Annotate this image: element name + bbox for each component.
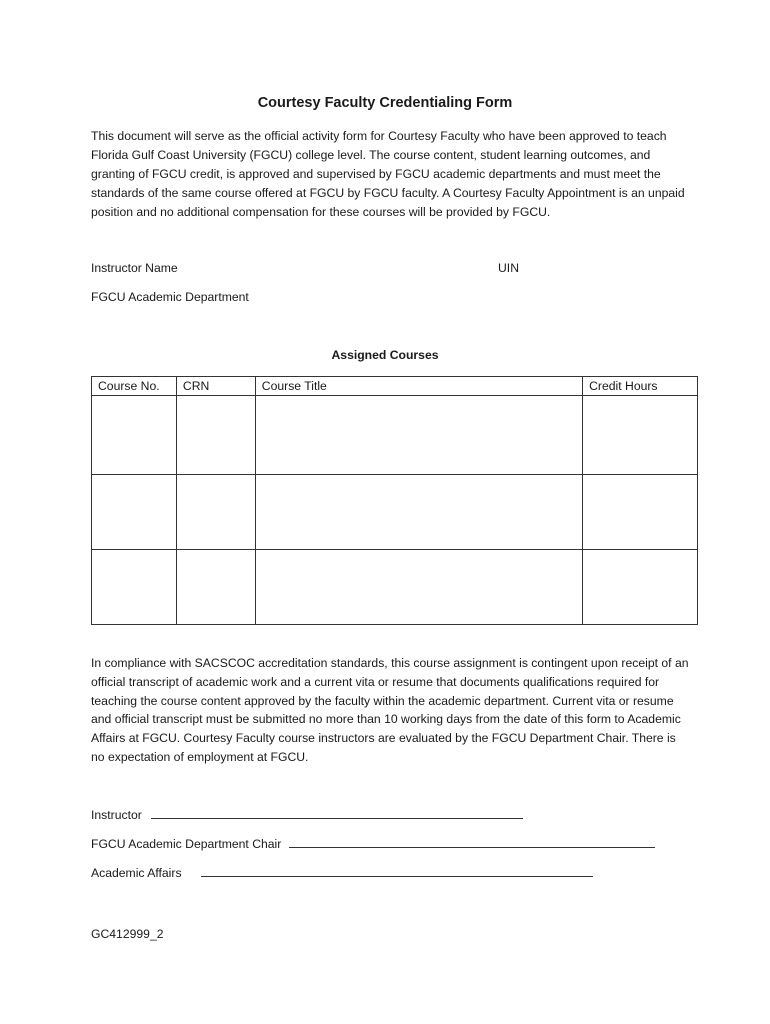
table-row (92, 475, 698, 550)
column-header-crn: CRN (176, 377, 255, 396)
academic-affairs-signature-row (91, 864, 593, 880)
table-header-row (92, 377, 698, 396)
instructor-name-label: Instructor Name (91, 261, 178, 275)
column-header-credit-hours: Credit Hours (583, 377, 698, 396)
course-no-cell[interactable] (92, 550, 177, 625)
course-no-cell[interactable] (92, 396, 177, 475)
instructor-signature-line[interactable] (151, 806, 523, 819)
table-row (92, 396, 698, 475)
instructor-signature-row (91, 806, 523, 822)
crn-cell[interactable] (176, 475, 255, 550)
course-title-cell[interactable] (255, 475, 582, 550)
chair-signature-label: FGCU Academic Department Chair (91, 837, 282, 851)
instructor-signature-label: Instructor (91, 808, 142, 822)
course-no-cell[interactable] (92, 475, 177, 550)
table-row (92, 550, 698, 625)
column-header-course-title: Course Title (255, 377, 582, 396)
credit-hours-cell[interactable] (583, 475, 698, 550)
assigned-courses-table (91, 376, 698, 625)
credit-hours-cell[interactable] (583, 396, 698, 475)
crn-cell[interactable] (176, 550, 255, 625)
credit-hours-cell[interactable] (583, 550, 698, 625)
academic-affairs-signature-line[interactable] (201, 864, 593, 877)
chair-signature-line[interactable] (289, 835, 655, 848)
form-code: GC412999_2 (91, 927, 164, 941)
column-header-course-no: Course No. (92, 377, 177, 396)
course-title-cell[interactable] (255, 550, 582, 625)
department-label: FGCU Academic Department (91, 290, 249, 304)
uin-label: UIN (498, 261, 519, 275)
crn-cell[interactable] (176, 396, 255, 475)
course-title-cell[interactable] (255, 396, 582, 475)
assigned-courses-heading: Assigned Courses (331, 348, 439, 362)
compliance-paragraph: In compliance with SACSCOC accreditation standards, this course assignment is contingent upon receipt of an official transcript of academic work and a current vita or resume that documents qualifications required for teaching the course content approved by the faculty within the academic department. Current vita or resume and official transcript must be submitted no more than 10 working days from the date of this form to Academic Affairs at FGCU. Courtesy Faculty course instructors are evaluated by the FGCU Department Chair. There is no expectation of employment at FGCU. (91, 656, 689, 764)
academic-affairs-signature-label: Academic Affairs (91, 866, 182, 880)
intro-paragraph: This document will serve as the official activity form for Courtesy Faculty who have been approved to teach Florida Gulf Coast University (FGCU) college level. The course content, student learning outcomes, and granting of FGCU credit, is approved and supervised by FGCU academic departments and must meet the standards of the same course offered at FGCU by FGCU faculty. A Courtesy Faculty Appointment is an unpaid position and no additional compensation for these courses will be provided by FGCU. (91, 129, 685, 219)
chair-signature-row (91, 835, 655, 851)
form-title: Courtesy Faculty Credentialing Form (257, 95, 513, 111)
